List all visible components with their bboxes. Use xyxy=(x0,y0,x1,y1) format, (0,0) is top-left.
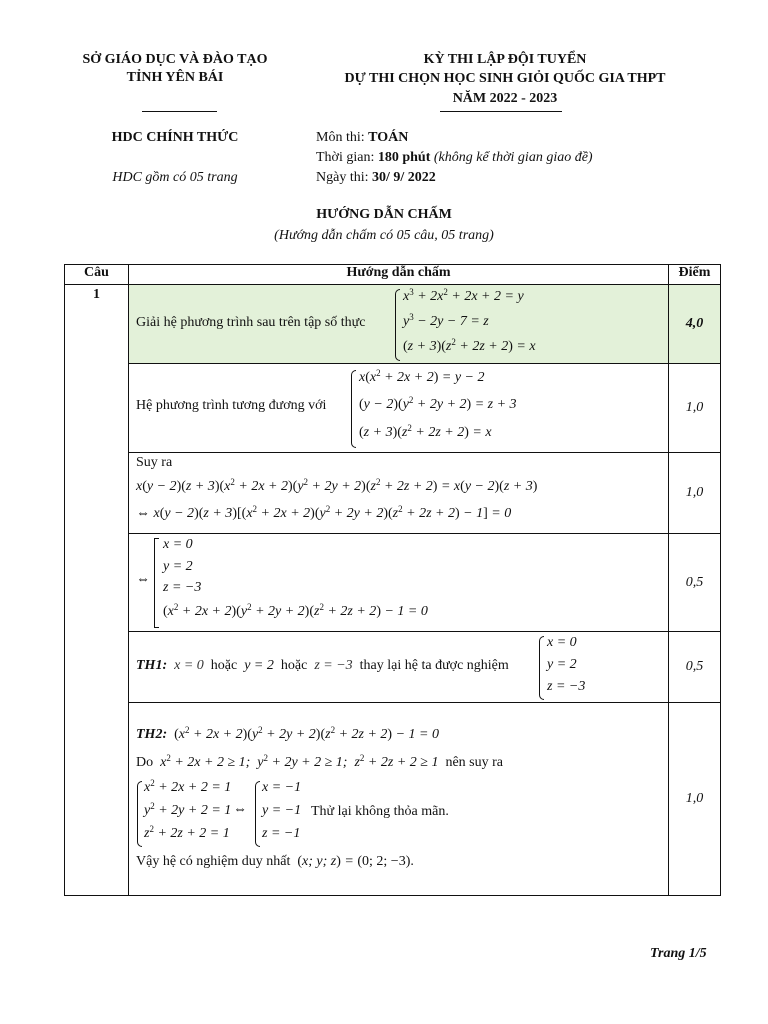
exam-divider xyxy=(440,111,562,112)
exam-line-2: DỰ THI CHỌN HỌC SINH GIỎI QUỐC GIA THPT xyxy=(344,71,666,86)
step-cell xyxy=(129,453,669,534)
equation: y = 2 xyxy=(163,559,193,574)
equation: $(x^2 + 2x + 2)(y^2 + 2y + 2)(z^2 + 2z + 2) - 1 = 0$ xyxy=(163,602,428,619)
grading-table xyxy=(64,264,721,896)
case-line: TH2: $(x^2 + 2x + 2)(y^2 + 2y + 2)(z^2 + 2z + 2) - 1 = 0$ xyxy=(136,725,439,742)
system-brace xyxy=(351,370,356,448)
points-cell: 1,0 xyxy=(669,453,721,534)
do-text: Do xyxy=(136,755,154,770)
step-cell xyxy=(129,364,669,453)
date-line xyxy=(316,170,436,186)
dept-line-2: TỈNH YÊN BÁI xyxy=(126,70,224,85)
equation: z = −3 xyxy=(163,580,202,595)
case-cell xyxy=(129,632,669,703)
points-cell: 0,5 xyxy=(669,632,721,703)
col-points-header: Điểm xyxy=(669,265,721,285)
table-row xyxy=(65,285,721,364)
guide-subtitle: (Hướng dẫn chấm có 05 câu, 05 trang) xyxy=(274,228,494,243)
then-text: nên suy ra xyxy=(445,755,503,770)
col-question-header: Câu xyxy=(65,265,129,285)
equivalence-symbol: ⇔ xyxy=(136,572,150,587)
equation: y = 2 xyxy=(547,657,577,672)
table-row xyxy=(65,453,721,534)
equation: ⇔ $x(y - 2)(z + 3)[(x^2 + 2x + 2)(y^2 + 2y + 2)(z^2 + 2z + 2) - 1] = 0$ xyxy=(136,504,512,521)
problem-cell xyxy=(129,285,669,364)
equation: $z^2 + 2z + 2 = 1$ xyxy=(144,824,230,841)
subject-label: Môn thi: xyxy=(316,130,369,145)
guide-title: HƯỚNG DẪN CHẤM xyxy=(316,207,452,222)
points-cell: 0,5 xyxy=(669,534,721,632)
subject-line xyxy=(316,130,408,146)
step-text: Hệ phương trình tương đương với xyxy=(136,398,327,413)
condition-line: Do $x^2 + 2x + 2 \ge 1$; $y^2 + 2y + 2 \ge 1$; $z^2 + 2z + 2 \ge 1$ nên suy ra xyxy=(136,753,503,770)
or-text: hoặc xyxy=(280,658,308,673)
equation: $x(x^2 + 2x + 2) = y - 2$ xyxy=(359,368,485,385)
equation: $(z + 3)(z^2 + 2z + 2) = x$ xyxy=(403,337,536,354)
step-cell xyxy=(129,534,669,632)
equation: $x^3 + 2x^2 + 2x + 2 = y$ xyxy=(403,287,524,304)
col-guide-header: Hướng dẫn chấm xyxy=(129,265,669,285)
equation: $(y - 2)(y^2 + 2y + 2) = z + 3$ xyxy=(359,395,517,412)
case-line: TH1: x = 0 hoặc y = 2 hoặc z = −3 thay lại hệ ta được nghiệm xyxy=(136,658,509,673)
conclusion-text: Vậy hệ có nghiệm duy nhất xyxy=(136,854,291,869)
exam-line-3: NĂM 2022 - 2023 xyxy=(452,91,558,106)
official-label: HDC CHÍNH THỨC xyxy=(111,130,239,145)
pages-note: HDC gồm có 05 trang xyxy=(112,170,238,185)
system-brace xyxy=(395,289,400,361)
time-note: (không kể thời gian giao đề) xyxy=(430,150,593,165)
equation: y = −1 xyxy=(262,803,302,818)
exam-line-1: KỲ THI LẬP ĐỘI TUYỂN xyxy=(423,52,587,67)
points-cell: 1,0 xyxy=(669,364,721,453)
table-row xyxy=(65,534,721,632)
page-number: Trang 1/5 xyxy=(650,946,707,961)
union-bracket xyxy=(154,538,159,628)
equation: z = −3 xyxy=(547,679,586,694)
step-text: Suy ra xyxy=(136,455,173,470)
equivalence-symbol: ⇔ xyxy=(233,802,247,817)
points-cell: 1,0 xyxy=(669,703,721,896)
equation: $(z + 3)(z^2 + 2z + 2) = x$ xyxy=(359,423,492,440)
substitute-text: thay lại hệ ta được nghiệm xyxy=(359,658,509,673)
table-row xyxy=(65,703,721,896)
equation: x = −1 xyxy=(262,780,302,795)
system-brace xyxy=(137,781,142,847)
time-line xyxy=(316,150,593,166)
date-value: 30/ 9/ 2022 xyxy=(372,170,436,185)
case-label: TH2: xyxy=(136,727,168,742)
check-text: Thử lại không thỏa mãn. xyxy=(311,804,449,819)
table-row xyxy=(65,364,721,453)
case-label: TH1: xyxy=(136,658,168,673)
equation: $x^2 + 2x + 2 = 1$ xyxy=(144,778,232,795)
solution-brace xyxy=(539,636,544,700)
or-text: hoặc xyxy=(210,658,238,673)
table-row xyxy=(65,632,721,703)
equation: x = 0 xyxy=(163,537,193,552)
equation: z = −1 xyxy=(262,826,301,841)
table-header-row xyxy=(65,265,721,285)
points-cell: 4,0 xyxy=(669,285,721,364)
problem-text: Giải hệ phương trình sau trên tập số thực xyxy=(136,315,366,330)
date-label: Ngày thi: xyxy=(316,170,372,185)
time-label: Thời gian: xyxy=(316,150,378,165)
question-number: 1 xyxy=(65,285,129,896)
system-brace xyxy=(255,781,260,847)
conclusion-line: Vậy hệ có nghiệm duy nhất (x; y; z) = (0; 2; −3). xyxy=(136,854,414,869)
dept-divider xyxy=(142,111,217,112)
time-value: 180 phút xyxy=(377,150,431,165)
equation: $y^3 - 2y - 7 = z$ xyxy=(403,312,489,329)
equation: x = 0 xyxy=(547,635,577,650)
subject-value: TOÁN xyxy=(368,130,409,145)
case-cell xyxy=(129,703,669,896)
dept-line-1: SỞ GIÁO DỤC VÀ ĐÀO TẠO xyxy=(82,52,268,67)
equation: $x(y - 2)(z + 3)(x^2 + 2x + 2)(y^2 + 2y + 2)(z^2 + 2z + 2) = x(y - 2)(z + 3)$ xyxy=(136,477,538,494)
equation: $y^2 + 2y + 2 = 1$ xyxy=(144,801,232,818)
